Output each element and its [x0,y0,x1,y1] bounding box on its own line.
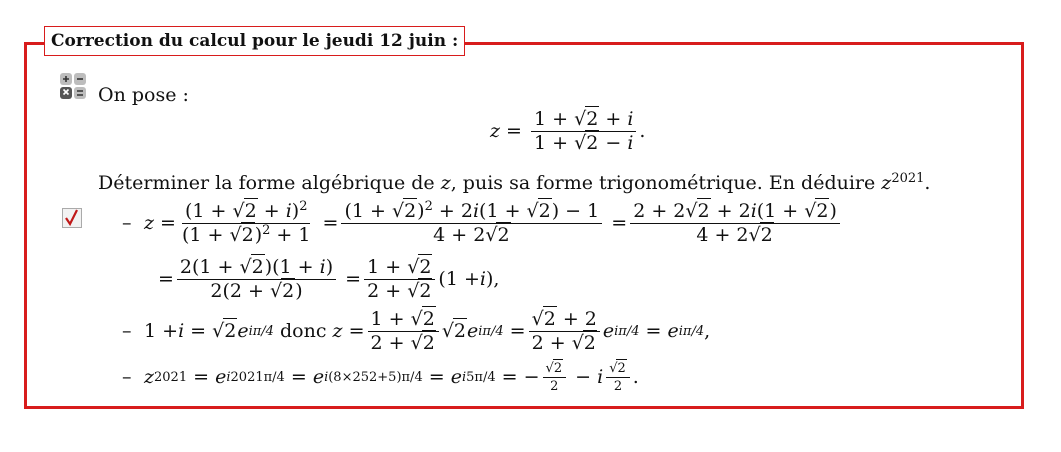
calc-line-1: – z = $\frac{(1 + √2 + i)^2}{(1 + √2)^2 + 1}$ = $\frac{(1 + √2)^2 + 2i(1 + √2) - 1}{4 + 2√2}$ = $\frac{2 + 2√2 + 2i(1 + √2)}{4 + 2√2}$ [122,202,843,245]
intro-text: On pose : [98,84,189,106]
calc-line-4: – z 2021 = e i2021π/4 = e i(8×252+5)π/4 = e i5π/4 = − $\frac{√2}{2}$ − i $\frac{√2}{2}$ . [122,361,639,394]
calc-line-3: – 1 + i = √2 e iπ/4 donc z = $\frac{1 + √2}{2 + √2}$ √2 e iπ/4 = $\frac{√2 + 2}{2 + √2}$ e iπ/4 = e iπ/4 , [122,308,711,354]
z-definition: z = $\frac{1 + √2 + i}{1 + √2 - i}$ . [490,108,646,154]
calc-line-2: = $\frac{2(1 + √2)(1 + i)}{2(2 + √2)}$ = $\frac{1 + √2}{2 + √2}$ (1 + i ), [158,256,500,302]
correction-title: Correction du calcul pour le jeudi 12 juin : [44,26,465,56]
calculator-icon [60,73,86,99]
task-text: Déterminer la forme algébrique de z, puis sa forme trigonométrique. En déduire $z^{2021}$. [98,170,931,194]
checkmark-icon [62,208,82,228]
